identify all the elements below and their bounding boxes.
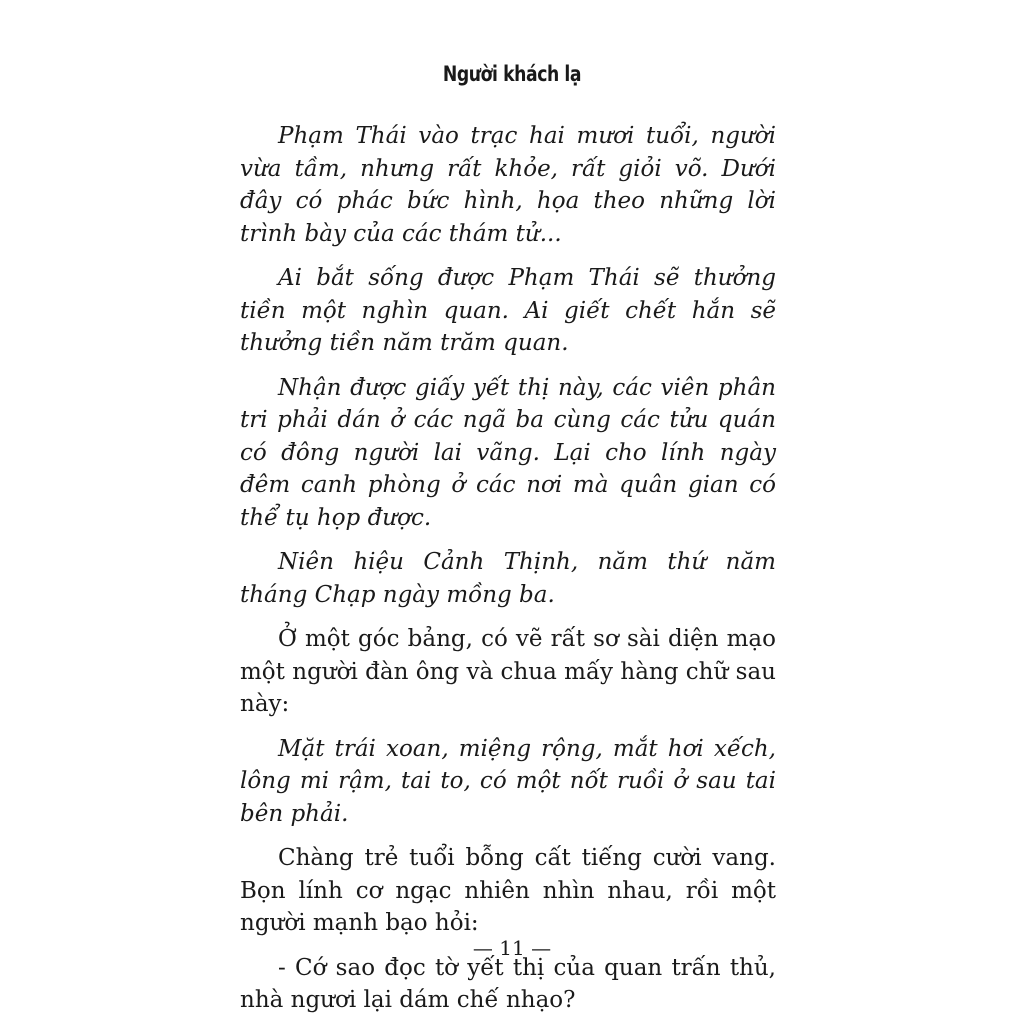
paragraph-1: Phạm Thái vào trạc hai mươi tuổi, người vừa tầm, nhưng rất khỏe, rất giỏi võ. Dưới đây có phác bức hình, họa theo những lời trình bày của các thám tử... — [240, 123, 776, 247]
running-head: Người khách lạ — [442, 62, 582, 86]
paragraph-6: Mặt trái xoan, miệng rộng, mắt hơi xếch, lông mi rậm, tai to, có một nốt ruồi ở sau tai bên phải. — [240, 735, 776, 827]
paragraph-7: Chàng trẻ tuổi bỗng cất tiếng cười vang. Bọn lính cơ ngạc nhiên nhìn nhau, rồi một người mạnh bạo hỏi: — [240, 845, 776, 936]
paragraph-5: Ở một góc bảng, có vẽ rất sơ sài diện mạo một người đàn ông và chua mấy hàng chữ sau này: — [240, 626, 776, 717]
paragraph-3: Nhận được giấy yết thị này, các viên phân tri phải dán ở các ngã ba cùng các tửu quán có đông người lai vãng. Lại cho lính ngày đêm canh phòng ở các nơi mà quân gian có thể tụ họp được. — [240, 374, 776, 531]
paragraph-8: - Cớ sao đọc tờ yết thị của quan trấn thủ, nhà ngươi lại dám chế nhạo? — [240, 954, 776, 1013]
paragraph-2: Ai bắt sống được Phạm Thái sẽ thưởng tiền một nghìn quan. Ai giết chết hắn sẽ thưởng tiền năm trăm quan. — [240, 265, 776, 356]
page-number: — 11 — — [472, 936, 552, 960]
paragraph-4: Niên hiệu Cảnh Thịnh, năm thứ năm tháng Chạp ngày mồng ba. — [240, 549, 776, 608]
body-text — [240, 120, 776, 1029]
